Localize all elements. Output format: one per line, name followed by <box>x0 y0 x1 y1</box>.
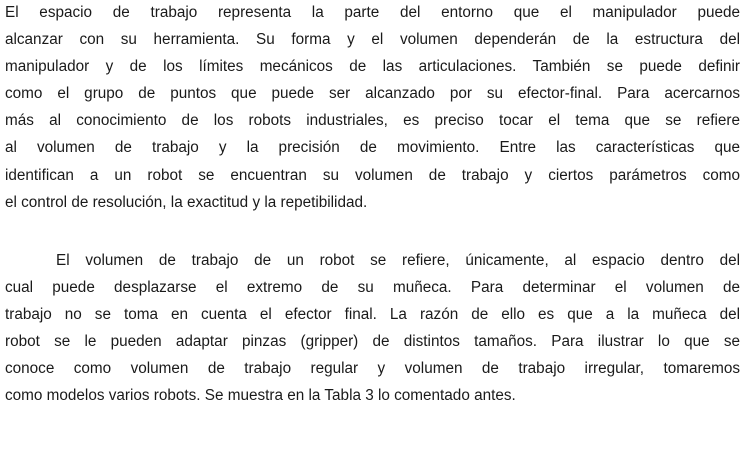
text-line: identifican a un robot se encuentran su volumen de trabajo y ciertos parámetros como <box>5 166 740 184</box>
text-line: trabajo no se toma en cuenta el efector final. La razón de ello es que a la muñeca del <box>5 306 740 324</box>
text-line: como modelos varios robots. Se muestra en la Tabla 3 lo comentado antes. <box>5 387 516 405</box>
text-line: El volumen de trabajo de un robot se refiere, únicamente, al espacio dentro del <box>56 252 740 269</box>
text-line: alcanzar con su herramienta. Su forma y el volumen dependerán de la estructura del <box>5 31 740 49</box>
text-line: al volumen de trabajo y la precisión de movimiento. Entre las características que <box>5 139 740 157</box>
text-line: conoce como volumen de trabajo regular y volumen de trabajo irregular, tomaremos <box>5 360 740 378</box>
paragraph-1 <box>5 0 740 216</box>
text-line: manipulador y de los límites mecánicos de las articulaciones. También se puede definir <box>5 58 740 76</box>
text-line: más al conocimiento de los robots industriales, es preciso tocar el tema que se refiere <box>5 112 740 130</box>
text-line: cual puede desplazarse el extremo de su muñeca. Para determinar el volumen de <box>5 279 740 297</box>
text-line: como el grupo de puntos que puede ser alcanzado por su efector-final. Para acercarnos <box>5 85 740 103</box>
text-line: El espacio de trabajo representa la parte del entorno que el manipulador puede <box>5 4 740 21</box>
text-line: robot se le pueden adaptar pinzas (gripper) de distintos tamaños. Para ilustrar lo que se <box>5 333 740 351</box>
text-line: el control de resolución, la exactitud y la repetibilidad. <box>5 193 368 211</box>
paragraph-2 <box>5 247 740 410</box>
